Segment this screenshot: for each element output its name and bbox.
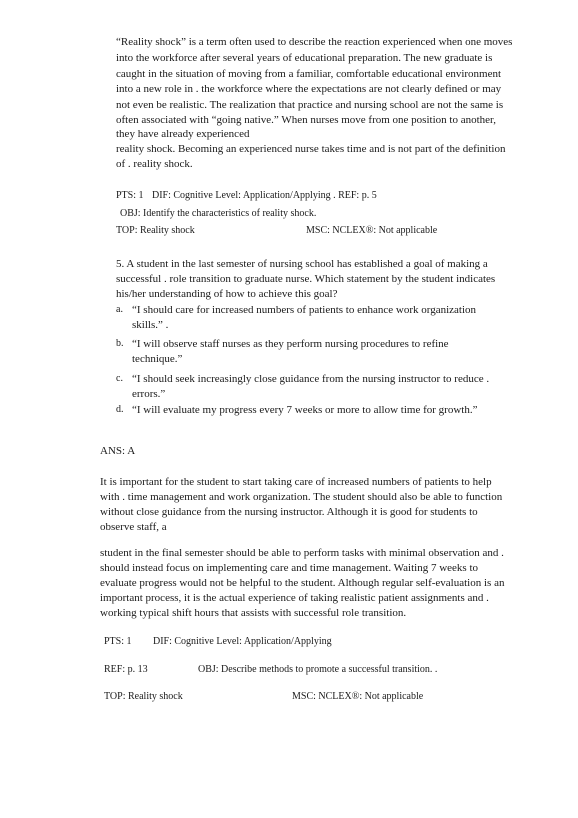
rationale-line: they have already experienced: [116, 128, 250, 140]
answer-rationale-line: evaluate progress would not be helpful to the student. Although regular self-evaluation is an: [100, 577, 505, 589]
rationale-line: reality shock. Becoming an experienced nurse takes time and is not part of the definition: [116, 143, 506, 155]
option-letter-b: b.: [116, 338, 124, 349]
answer-label: ANS: A: [100, 445, 136, 457]
option-a-line: “I should care for increased numbers of patients to enhance work organization: [132, 304, 477, 316]
msc-label: MSC: NCLEX®: Not applicable: [306, 225, 438, 236]
obj-label: OBJ: Identify the characteristics of reality shock.: [120, 208, 317, 219]
top-label: TOP: Reality shock: [104, 691, 183, 702]
option-a-line: skills.” .: [132, 319, 169, 331]
answer-rationale-line: student in the final semester should be able to perform tasks with minimal observation and .: [100, 547, 504, 559]
msc-label: MSC: NCLEX®: Not applicable: [292, 691, 424, 702]
answer-rationale-line: observe staff, a: [100, 521, 167, 533]
option-letter-a: a.: [116, 304, 123, 315]
rationale-line: often associated with “going native.” When nurses move from one position to another,: [116, 114, 496, 126]
top-label: TOP: Reality shock: [116, 225, 195, 236]
answer-rationale-line: It is important for the student to start taking care of increased numbers of patients to help: [100, 476, 492, 488]
option-letter-c: c.: [116, 373, 123, 384]
rationale-line: into the workforce after several years of educational preparation. The new graduate is: [116, 52, 493, 64]
option-c-line: errors.”: [132, 388, 166, 400]
rationale-line: caught in the situation of moving from a familiar, comfortable educational environment: [116, 68, 502, 80]
answer-rationale-line: working typical shift hours that assists with successful role transition.: [100, 607, 407, 619]
option-c-line: “I should seek increasingly close guidance from the nursing instructor to reduce .: [132, 373, 490, 385]
rationale-line: not even be realistic. The realization that practice and nursing school are not the same is: [116, 99, 504, 111]
pts-label: PTS: 1: [116, 190, 144, 201]
option-b-line: “I will observe staff nurses as they perform nursing procedures to refine: [132, 338, 449, 350]
option-d-line: “I will evaluate my progress every 7 weeks or more to allow time for growth.”: [132, 404, 478, 416]
ref-label: REF: p. 13: [104, 664, 148, 675]
dif-label: DIF: Cognitive Level: Application/Applying . REF: p. 5: [152, 190, 377, 201]
question-stem-line: successful . role transition to graduate nurse. Which statement by the student indicates: [116, 273, 496, 285]
question-stem-line: 5. A student in the last semester of nursing school has established a goal of making a: [116, 258, 488, 270]
answer-rationale-line: should instead focus on implementing care and time management. Waiting 7 weeks to: [100, 562, 479, 574]
answer-rationale-line: important process, it is the actual experience of taking realistic patient assignments and .: [100, 592, 489, 604]
dif-label: DIF: Cognitive Level: Application/Applying: [153, 636, 332, 647]
rationale-line: into a new role in . the workforce where the expectations are not clearly defined or may: [116, 83, 502, 95]
obj-label: OBJ: Describe methods to promote a successful transition. .: [198, 664, 438, 675]
question-stem-line: his/her understanding of how to achieve this goal?: [116, 288, 338, 300]
answer-rationale-line: without close guidance from the nursing instructor. Although it is good for students to: [100, 506, 478, 518]
answer-rationale-line: with . time management and work organization. The student should also be able to function: [100, 491, 503, 503]
rationale-line: “Reality shock” is a term often used to describe the reaction experienced when one moves: [116, 36, 513, 48]
pts-label: PTS: 1: [104, 636, 132, 647]
option-b-line: technique.”: [132, 353, 183, 365]
option-letter-d: d.: [116, 404, 124, 415]
rationale-line: of . reality shock.: [116, 158, 193, 170]
